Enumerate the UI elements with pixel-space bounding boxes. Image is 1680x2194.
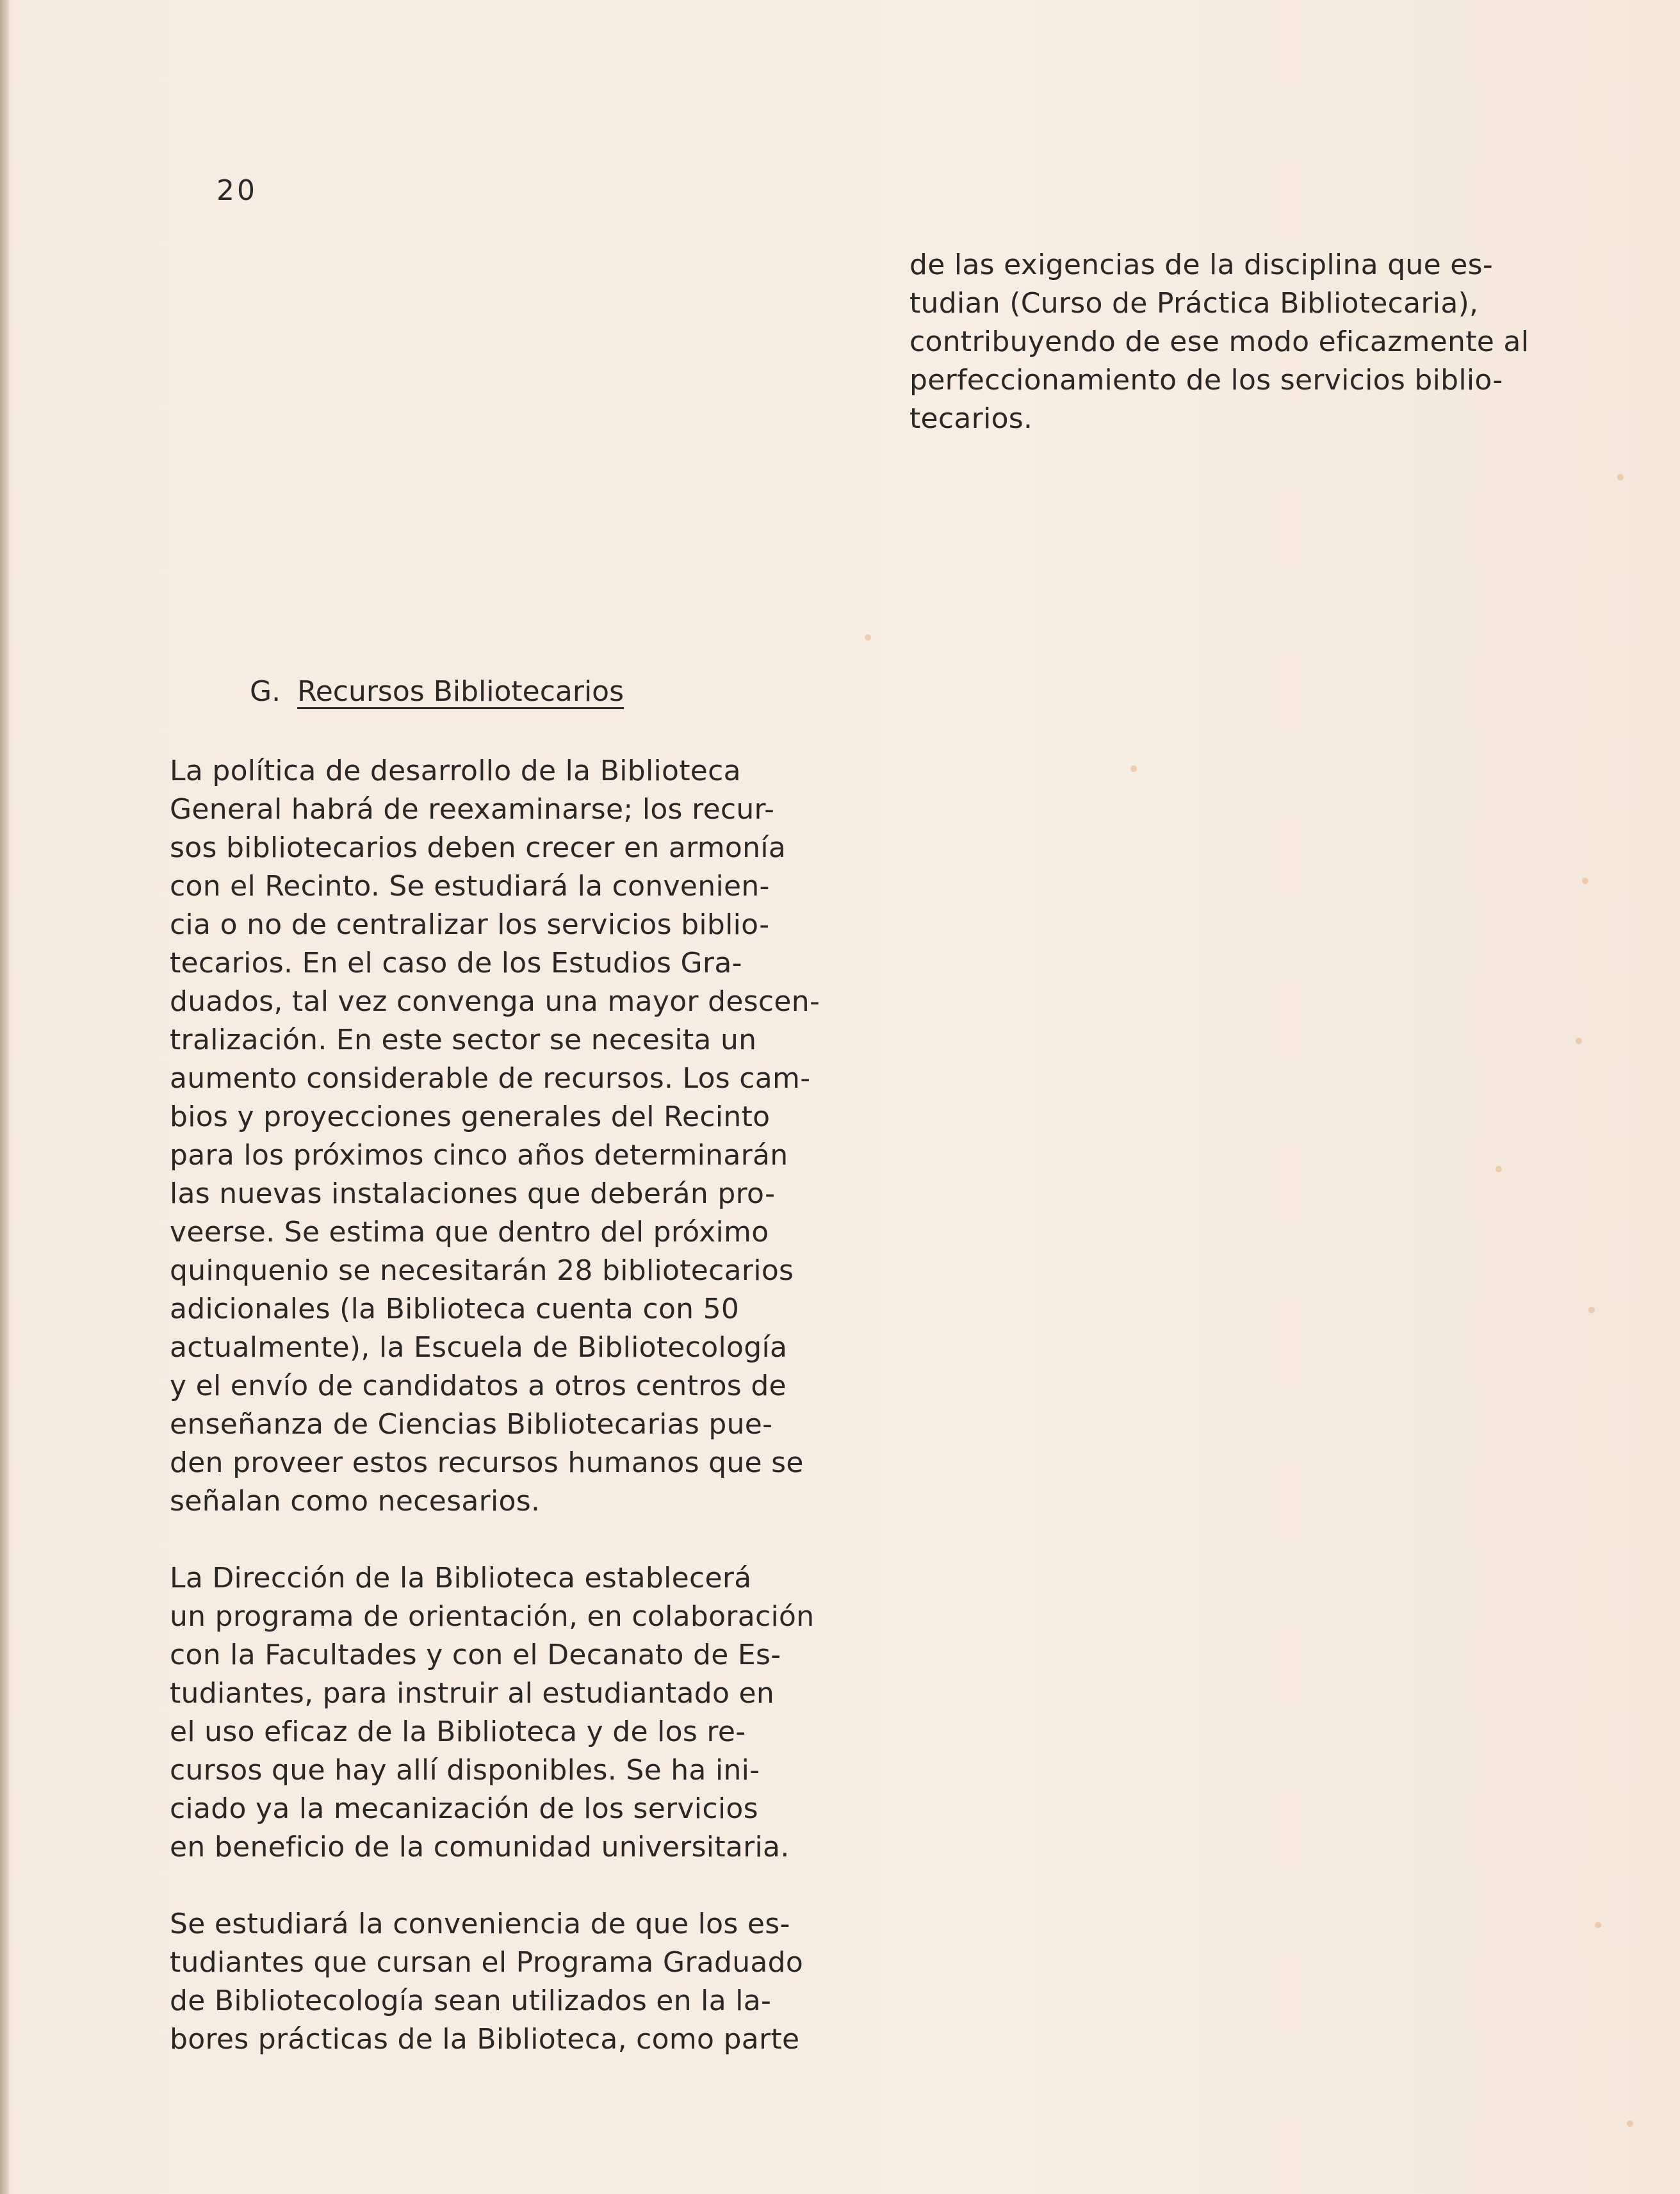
section-title: Recursos Bibliotecarios — [297, 675, 624, 708]
text-line: perfeccionamiento de los servicios biblio- — [909, 364, 1503, 397]
paragraph-graduate-students — [170, 1905, 836, 2059]
text-line: tecarios. En el caso de los Estudios Gra- — [170, 947, 742, 979]
paper-speck — [1576, 1038, 1582, 1044]
page-edge-shadow — [0, 0, 9, 2194]
text-line: den proveer estos recursos humanos que se — [170, 1446, 804, 1479]
text-line: quinquenio se necesitarán 28 bibliotecarios — [170, 1254, 794, 1287]
text-line: enseñanza de Ciencias Bibliotecarias pue- — [170, 1408, 773, 1441]
text-line: con la Facultades y con el Decanato de Es- — [170, 1639, 781, 1671]
text-line: bores prácticas de la Biblioteca, como parte — [170, 2023, 800, 2056]
text-line: bios y proyecciones generales del Recinto — [170, 1101, 771, 1133]
text-line: el uso eficaz de la Biblioteca y de los re- — [170, 1715, 746, 1748]
left-column — [170, 673, 836, 2097]
text-line: cursos que hay allí disponibles. Se ha ini- — [170, 1754, 760, 1787]
text-line: en beneficio de la comunidad universitaria. — [170, 1831, 790, 1863]
text-line: tecarios. — [909, 402, 1033, 435]
text-line: aumento considerable de recursos. Los cam- — [170, 1062, 811, 1095]
text-line: tudiantes, para instruir al estudiantado en — [170, 1677, 775, 1710]
text-line: duados, tal vez convenga una mayor descen- — [170, 985, 820, 1018]
text-line: La política de desarrollo de la Biblioteca — [170, 755, 741, 787]
paragraph-orientation-program — [170, 1559, 836, 1867]
section-heading — [250, 673, 836, 711]
text-line: de las exigencias de la disciplina que es- — [909, 249, 1494, 281]
paper-speck — [1496, 1166, 1502, 1172]
paper-speck — [1582, 878, 1588, 884]
paragraph-library-policy — [170, 752, 836, 1521]
text-line: señalan como necesarios. — [170, 1485, 541, 1518]
paper-speck — [1627, 2120, 1633, 2127]
paper-speck — [1595, 1922, 1601, 1928]
text-line: sos bibliotecarios deben crecer en armonía — [170, 831, 787, 864]
text-line: adicionales (la Biblioteca cuenta con 50 — [170, 1293, 740, 1325]
text-line: cia o no de centralizar los servicios biblio- — [170, 908, 770, 941]
paper-speck — [1130, 765, 1137, 772]
text-line: veerse. Se estima que dentro del próximo — [170, 1216, 769, 1248]
text-line: para los próximos cinco años determinarán — [170, 1139, 788, 1172]
paper-speck — [1617, 474, 1624, 480]
paper-speck — [1588, 1307, 1595, 1313]
text-line: un programa de orientación, en colaboración — [170, 1600, 815, 1633]
text-line: contribuyendo de ese modo eficazmente al — [909, 325, 1529, 358]
text-line: General habrá de reexaminarse; los recur- — [170, 793, 775, 826]
text-line: actualmente), la Escuela de Bibliotecología — [170, 1331, 788, 1364]
text-line: de Bibliotecología sean utilizados en la la- — [170, 1985, 772, 2017]
text-line: La Dirección de la Biblioteca establecerá — [170, 1562, 752, 1594]
text-line: tralización. En este sector se necesita un — [170, 1024, 757, 1056]
page-number: 20 — [216, 174, 257, 207]
right-column — [909, 246, 1556, 438]
text-line: tudiantes que cursan el Programa Graduado — [170, 1946, 804, 1979]
section-letter: G. — [250, 675, 281, 708]
text-line: ciado ya la mecanización de los servicios — [170, 1792, 758, 1825]
text-line: con el Recinto. Se estudiará la convenien- — [170, 870, 770, 903]
text-line: tudian (Curso de Práctica Bibliotecaria), — [909, 287, 1479, 320]
text-line: las nuevas instalaciones que deberán pro- — [170, 1177, 776, 1210]
paper-speck — [865, 634, 871, 641]
text-line: y el envío de candidatos a otros centros de — [170, 1370, 787, 1402]
text-line: Se estudiará la conveniencia de que los es- — [170, 1908, 790, 1940]
